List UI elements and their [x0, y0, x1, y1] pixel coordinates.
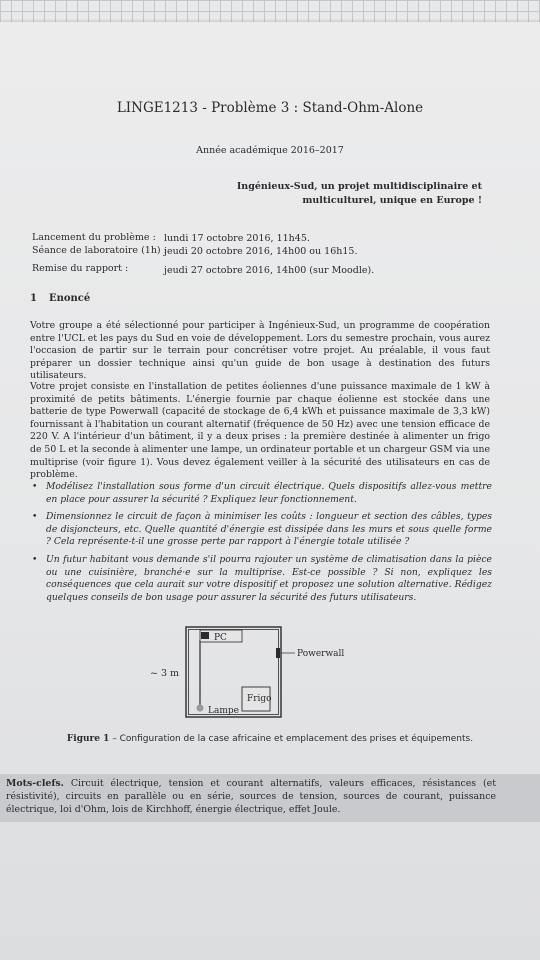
section-title: Enoncé	[48, 293, 91, 304]
schedule-label-launch: Lancement du problème :	[32, 232, 156, 243]
section-number: 1	[30, 293, 37, 304]
figure-caption-label: Figure 1	[66, 734, 110, 744]
tagline	[237, 180, 482, 208]
lamp-icon	[197, 705, 204, 712]
section-heading	[30, 293, 90, 304]
house-floorplan-figure	[180, 625, 350, 725]
schedule-value-report: jeudi 27 octobre 2016, 14h00 (sur Moodle).	[164, 265, 375, 276]
paragraph-project: Votre projet consiste en l'installation de petites éoliennes d'une puissance maximale de 1 kW à proximité de petits bâtiments. L'énergie fournie par chaque éolienne est stockée dans une batterie de type Powerwall (capacité de stockage de 6,4 kWh et puissance maximale de 3,3 kW) fournissant à l'habitation un courant alternatif (fréquence de 50 Hz) avec une tension efficace de 220 V. A l'intérieur d'un bâtiment, il y a deux prises : la première destinée à alimenter un frigo de 50 L et la seconde à alimenter une lampe, un ordinateur portable et un chargeur GSM via une multiprise (voir figure 1). Vous devez également veiller à la sécurité des utilisateurs en cas de problème.	[30, 381, 490, 481]
pc-label: PC	[214, 633, 227, 643]
question-item	[32, 481, 492, 506]
pc-socket-icon	[201, 632, 209, 639]
bullet-dot-icon: •	[32, 481, 38, 492]
question-text: Modélisez l'installation sous forme d'un circuit électrique. Quels dispositifs allez-vous mettre en place pour assurer la sécurité ? Expliquez leur fonctionnement.	[46, 481, 492, 505]
powerwall-socket-icon	[276, 648, 280, 658]
frigo-label: Frigo	[247, 694, 272, 704]
schedule-label-report: Remise du rapport :	[32, 263, 129, 274]
keywords-block	[6, 777, 496, 816]
tagline-line-2: multiculturel, unique en Europe !	[302, 195, 482, 206]
bullet-dot-icon: •	[32, 553, 38, 565]
document-title: LINGE1213 - Problème 3 : Stand-Ohm-Alone	[116, 100, 424, 116]
schedule-label-lab: Séance de laboratoire (1h) :	[32, 245, 167, 256]
figure-caption	[0, 734, 540, 744]
schedule-value-lab: jeudi 20 octobre 2016, 14h00 ou 16h15.	[164, 246, 358, 257]
question-item	[32, 554, 492, 604]
figure-caption-text: – Configuration de la case africaine et emplacement des prises et équipements.	[109, 734, 474, 744]
powerwall-label: Powerwall	[297, 649, 345, 659]
paragraph-intro: Votre groupe a été sélectionné pour participer à Ingénieux-Sud, un programme de coopération entre l'UCL et les pays du Sud en voie de développement. Lors du semestre prochain, vous aurez l'occasion de partir sur le terrain pour concrétiser votre projet. Au préalable, il vous faut préparer un dossier technique ainsi qu'un guide de bon usage à destination des futurs utilisateurs.	[30, 320, 490, 382]
schedule-value-launch: lundi 17 octobre 2016, 11h45.	[164, 233, 310, 244]
lampe-label: Lampe	[208, 706, 239, 716]
question-item	[32, 511, 492, 549]
academic-year: Année académique 2016–2017	[196, 145, 344, 156]
question-text: Un futur habitant vous demande s'il pourra rajouter un système de climatisation dans la pièce ou une cuisinière, branché·e sur la multiprise. Est-ce possible ? Si non, expliquez les conséquences que cela aurait sur votre dispositif et proposez une solution alternative. Rédigez quelques conseils de bon usage pour assurer la sécurité des futurs utilisateurs.	[46, 553, 492, 603]
keywords-text: Circuit électrique, tension et courant alternatifs, valeurs efficaces, résistances (et résistivité), circuits en parallèle ou en série, sources de tension, sources de courant, puissance électrique, loi d'Ohm, lois de Kirchhoff, énergie électrique, effet Joule.	[6, 778, 496, 815]
bullet-dot-icon: •	[32, 511, 38, 523]
tagline-line-1: Ingénieux-Sud, un projet multidisciplinaire et	[236, 181, 482, 192]
question-list	[32, 481, 492, 609]
question-text: Dimensionnez le circuit de façon à minimiser les coûts : longueur et section des câbles, types de disjoncteurs, etc. Quelle quantité d'énergie est dissipée dans les murs et sous quelle forme ? Cela représente-t-il une grosse perte par rapport à l'énergie totale utilisée ?	[46, 511, 492, 548]
dimension-label: ~ 3 m	[150, 668, 180, 679]
keywords-label: Mots-clefs.	[6, 778, 64, 789]
